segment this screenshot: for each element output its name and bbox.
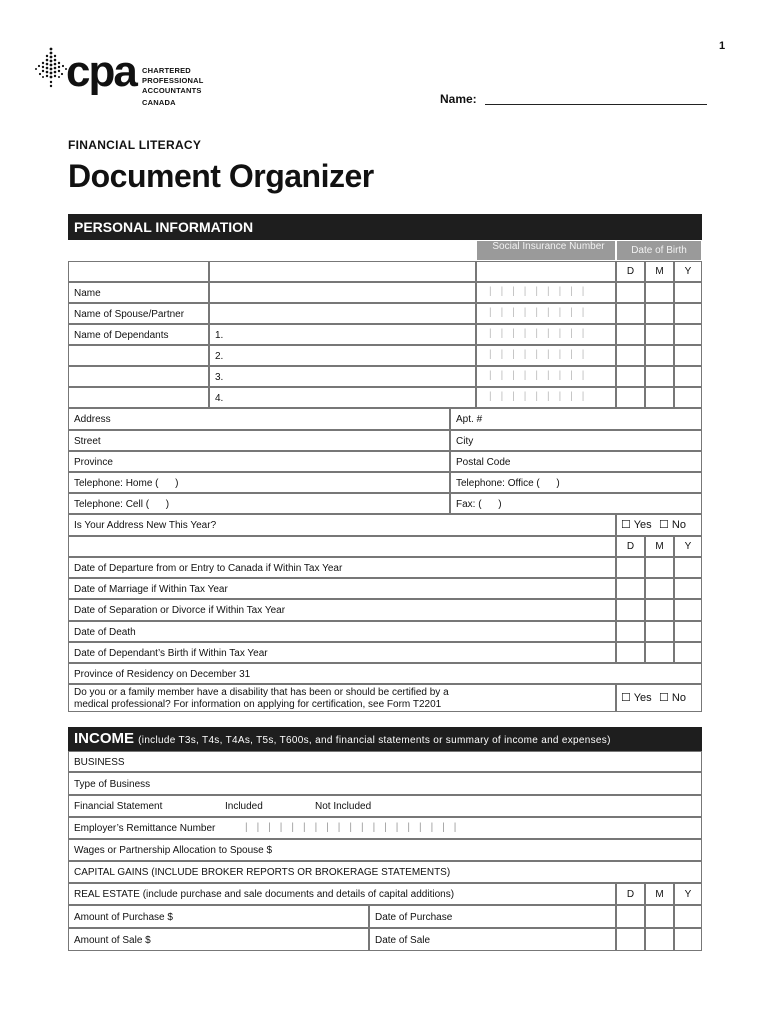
dependant-birth-date-label: Date of Dependant’s Birth if Within Tax Year <box>68 642 616 663</box>
fax-field[interactable]: Fax: ( ) <box>450 493 702 514</box>
disability-no-checkbox[interactable]: ☐ No <box>659 692 686 704</box>
dob-header: Date of Birth <box>616 240 702 261</box>
apt-field[interactable]: Apt. # <box>450 408 702 430</box>
capital-gains-label: CAPITAL GAINS (INCLUDE BROKER REPORTS OR BROKERAGE STATEMENTS) <box>68 861 702 883</box>
province-residency-field[interactable]: Province of Residency on December 31 <box>68 663 702 684</box>
dependant-2-input[interactable]: 2. <box>209 345 476 366</box>
dependant-1-input[interactable]: 1. <box>209 324 476 345</box>
postal-code-field[interactable]: Postal Code <box>450 451 702 472</box>
spouse-input[interactable] <box>209 303 476 324</box>
name-label: Name: <box>440 92 477 106</box>
wages-spouse-field[interactable]: Wages or Partnership Allocation to Spouse $ <box>68 839 702 861</box>
personal-info-header: PERSONAL INFORMATION <box>68 214 702 240</box>
city-field[interactable]: City <box>450 430 702 451</box>
included-option[interactable]: Included <box>225 801 263 812</box>
not-included-option[interactable]: Not Included <box>315 801 372 812</box>
name-field[interactable] <box>485 104 707 105</box>
logo-wordmark: cpa <box>66 47 136 96</box>
province-field[interactable]: Province <box>68 451 450 472</box>
spouse-row-label: Name of Spouse/Partner <box>68 303 209 324</box>
dependant-3-input[interactable]: 3. <box>209 366 476 387</box>
new-address-yes-checkbox[interactable]: ☐ Yes <box>621 519 652 531</box>
business-label: BUSINESS <box>68 751 702 772</box>
eyebrow: FINANCIAL LITERACY <box>68 138 202 152</box>
page-title: Document Organizer <box>68 158 374 194</box>
day-header: D <box>616 261 645 282</box>
new-address-question: Is Your Address New This Year? <box>68 514 616 536</box>
cpa-logo <box>34 46 214 110</box>
departure-entry-date-label: Date of Departure from or Entry to Canada if Within Tax Year <box>68 557 616 578</box>
death-date-label: Date of Death <box>68 621 616 642</box>
sin-header: Social Insurance Number <box>476 240 616 261</box>
disability-yes-checkbox[interactable]: ☐ Yes <box>621 692 652 704</box>
sin-name[interactable]: ||||||||| <box>476 282 616 303</box>
sin-spouse[interactable]: ||||||||| <box>476 303 616 324</box>
new-address-options <box>616 514 702 536</box>
address-field[interactable]: Address <box>68 408 450 430</box>
dependant-4-input[interactable]: 4. <box>209 387 476 408</box>
date-of-purchase-label: Date of Purchase <box>369 905 616 928</box>
logo-text: CHARTERED PROFESSIONAL ACCOUNTANTS CANADA <box>142 66 204 107</box>
page-number: 1 <box>719 40 726 52</box>
year-header: Y <box>674 261 702 282</box>
street-field[interactable]: Street <box>68 430 450 451</box>
amount-of-sale-field[interactable]: Amount of Sale $ <box>68 928 369 951</box>
name-input[interactable] <box>209 282 476 303</box>
new-address-no-checkbox[interactable]: ☐ No <box>659 519 686 531</box>
name-row-label: Name <box>68 282 209 303</box>
real-estate-label: REAL ESTATE (include purchase and sale documents and details of capital additions) <box>68 883 616 905</box>
dependants-row-label: Name of Dependants <box>68 324 209 345</box>
month-header: M <box>645 261 674 282</box>
financial-statement-row: Financial Statement Included Not Included <box>68 795 702 817</box>
employer-remittance-field[interactable]: Employer’s Remittance Number ||||||||||||||||||| <box>68 817 702 839</box>
type-of-business-field[interactable]: Type of Business <box>68 772 702 795</box>
disability-options <box>616 684 702 712</box>
marriage-date-label: Date of Marriage if Within Tax Year <box>68 578 616 599</box>
disability-question: Do you or a family member have a disability that has been or should be certified by a medical professional? For information on applying for certification, see Form T2201 <box>68 684 616 712</box>
date-of-sale-label: Date of Sale <box>369 928 616 951</box>
telephone-home-field[interactable]: Telephone: Home ( ) <box>68 472 450 493</box>
telephone-office-field[interactable]: Telephone: Office ( ) <box>450 472 702 493</box>
amount-of-purchase-field[interactable]: Amount of Purchase $ <box>68 905 369 928</box>
separation-date-label: Date of Separation or Divorce if Within Tax Year <box>68 599 616 621</box>
income-header: INCOME (include T3s, T4s, T4As, T5s, T600s, and financial statements or summary of income and expenses) <box>68 727 702 751</box>
maple-leaf-icon <box>34 46 68 90</box>
telephone-cell-field[interactable]: Telephone: Cell ( ) <box>68 493 450 514</box>
